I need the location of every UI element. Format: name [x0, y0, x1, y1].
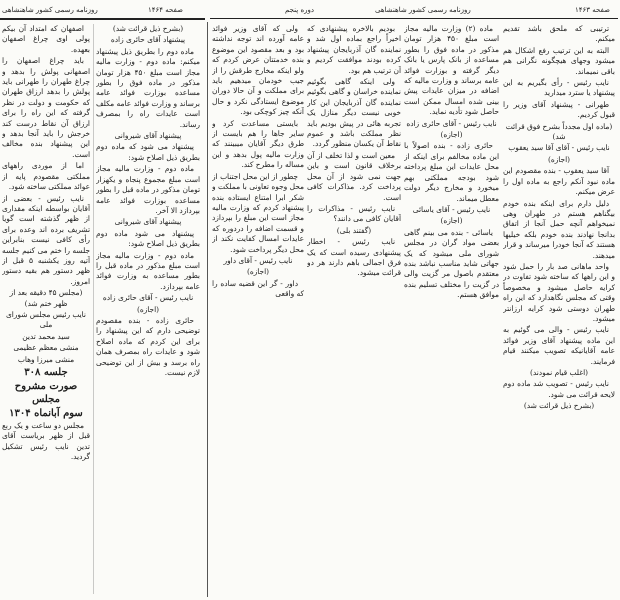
paragraph: یاسائی - بنده می بینم گاهی بعضی مواد گران در مجلس شورای ملی میشود که یک جهاتی شاید مناسب نباشد بنده معتقدم باصول مر گزیت والی در گزیت را مختلف تسلیم بنده موافق هستم. [404, 227, 499, 300]
paragraph: ماده دوم را بطریق ذیل پیشنهاد میکنم: ماده دوم - وزارت مالیه مجاز است مبلغ ۴۵۰ هزار تومان مذکور در ماده فوق را بطور مساعده بوزارت فوائد عامه برساند و وزارت فوائد عامه مکلف است عایدات راه را بمصرف رساند. [96, 46, 200, 129]
paragraph: (ماده اول مجدداً بشرح فوق قرائت شد) [505, 121, 613, 142]
page-divider [207, 22, 208, 597]
paragraph: نایب رئیس - آقای حائری زاده [406, 118, 497, 128]
right-page-column-3 [307, 24, 401, 596]
left-page-header [0, 4, 205, 18]
right-page-column-1 [503, 24, 615, 596]
paragraph: ماده دوم - وزارت مالیه مجاز است مبلغ مجموع پنجاه و یکهزار تومان مذکور در ماده قبل را بطور مساعده بوزارت فوائد عامه بپردازد الا آخر. [96, 164, 200, 215]
paragraph: نایب رئیس - تصویب شد ماده دوم لایحه قرائت می شود. [503, 379, 615, 399]
paragraph: بودیم بالاخره پیشنهادی که اخیراً راجع بماده اول شد و نماینده گان آذربایجان پیشنهاد کرده بودند موافقت کردیم و آن ترتیب هم بود. [307, 24, 401, 75]
paragraph: حائری زاده - بنده مقصودم توضیحی دارم که این پیشنهاد را برای این کردم که ماده اصلاح شود و عایدات راه بمصرف همان راه برسد و بیش از این توضیحی لازم نیست. [96, 315, 200, 377]
paragraph: نایب رئیس - آقای یاسائی [412, 204, 491, 214]
paragraph: منشی میرزا وهاب [17, 354, 75, 364]
right-page-column-4 [212, 24, 304, 596]
section-heading: جلسه ۳۰۸ [24, 367, 68, 378]
paragraph: آقا سید یعقوب - بنده مقصودم این ماده نبود آنکم راجع به ماده اول را عرض میکنم. [503, 166, 615, 197]
paragraph: (اجازه) [136, 304, 160, 314]
paragraph: منشی معظم عظیمی [13, 343, 79, 353]
section-heading: سوم آبانماه ۱۳۰۴ [9, 408, 83, 419]
paragraph: اصفهان که امتداد آن بیکم پولی اوی چراغ اصفهان بعهده. [2, 24, 90, 54]
column-divider [93, 24, 94, 594]
paragraph: ولی که آقای وزیر فوائد عامه آورده اند توجه نداشته بود و بعد مقصود این موضوع بنده خدمتتان عرض کردم که ولو اینکه مخارج طرقش را از جیب خودمان میدهیم باید برای مملکت و آن حالا دوران موضوع ایستادگی نکرد و حال آنکه چیز کوچکی بود. [212, 24, 304, 117]
paragraph: (بشرح ذیل قرائت شد) [523, 401, 595, 411]
paragraph: چطور از این محل اجتناب از محل وجوه تعاونی با مملکت و شکر ابرا امتناع ایستاده بنده پیشنهاد کردم که وزارت مالیه مجاز است این مبلغ را بپردازد و قسمت اضافه را دردوره که عایدات امسال کفایت نکند از محل دیگر پرداخت شود. [212, 171, 304, 254]
paragraph: واحد ماهانی صد بار را حمل شود و این راهها که ساخته شود تفاوت در کرایه حاصل میشود و مخصوصاً وقتی که مجلس نگاهدارد که این راه طهران دوستی شود کرایه ارزانتر میشود. [503, 261, 615, 323]
paragraph: طهرانی - پیشنهاد آقای وزیر را قبول کردیم. [503, 99, 615, 120]
page-number: صفحه ۱۴۶۴ [147, 6, 183, 14]
paragraph: ترتیبی که ملحق باشد تقدیم میکنم. [503, 24, 615, 44]
paragraph: پیشنهاد می شود ماده دوم بطریق ذیل اصلاح شود: [96, 228, 200, 249]
paragraph: مجلس دو ساعت و یک ربع قبل از ظهر بریاست آقای تدین نایب رئیس تشکیل گردید. [2, 421, 90, 462]
session-label: دوره پنجم [285, 6, 315, 14]
paragraph: بایستی مساعدت کرد و سایر جاها را هم بایست از طرق دیگر آقایان میبینند که وزارت مالیه پول بدهد و این مساله را مطرح کند. [212, 118, 304, 170]
paragraph: پیشنهاد می شود که ماده دوم بطریق ذیل اصلاح شود: [96, 142, 200, 162]
paragraph: (اجازه) [440, 130, 463, 140]
paragraph: (بشرح ذیل قرائت شد) [112, 24, 184, 33]
paragraph: نایب رئیس - مذاکرات را آقایان کافی می دانند؟ [307, 203, 401, 224]
paragraph: داور - گر این قضیه ساده را که واقعی [212, 278, 304, 299]
paragraph: معین است و لذا تخلف از آن برخلاف قانون است و باین جهت نمی شود از آن محل پرداخت کرد. مذاکرات کافی است. [307, 150, 401, 202]
page-number: صفحه ۱۴۶۳ [574, 6, 610, 14]
paragraph: دلیل دارم برای اینکه بنده خودم بیگناهم هستم در طهران وهی نمیخواهم آنچه حمل آنجا از اتفاق بدانجا نهادند بنده خودم بلکه خیلیها هستند که آنجا خودرا میرساند و قرار میدهند. [503, 198, 615, 260]
header-rule [210, 18, 618, 19]
paragraph: نایب رئیس - آقای حائری زاده [102, 293, 194, 303]
paragraph: ماده (۲) وزارت مالیه مجاز است مبلغ ۴۵۰ هزار تومان مذکور در ماده فوق را بطور مساعده از بانک پارس یا بانک دیگر گرفته و بوزارت فوائد عامه برساند و وزارت مالیه که اضافه در میزان عایدات پیش بینی شده امسال ممکن است حاصل شود تأدیه نماید. [404, 24, 499, 117]
header-rule [0, 18, 205, 20]
paragraph: باید چراغ اصفهان را اصفهانی پولش را بدهد و چراغ طهران را طهرانی باید پولش را بدهد ارزاق طهران که حکومت و دولت در نظر گرفته که این راه را برای ارزاق آن نقاط درست کند خرجش را باید آنجا بدهد و این پیشنهاد بنده مخالف است. [2, 56, 90, 159]
section-heading: صورت مشروح مجلس [14, 381, 78, 405]
paragraph: پیشنهاد آقای شیروانی [114, 131, 182, 141]
paragraph: (مجلس ۴۵ دقیقه بعد از ظهر ختم شد) [9, 288, 83, 308]
left-page-column-2 [2, 24, 90, 596]
paragraph: نایب رئیس - آقای داور [223, 255, 293, 265]
paragraph: (اجازه) [440, 216, 463, 226]
paragraph: پیشنهاد آقای شیروانی [114, 217, 182, 227]
newspaper-title: روزنامه رسمی کشور شاهنشاهی [375, 6, 471, 14]
paragraph: (اغلب قیام نمودند) [529, 368, 589, 377]
paragraph: (اجازه) [246, 267, 270, 277]
paragraph: اما از موردی راههای مملکتی مقصودم پایه از عوائد مملکتی ساخته شود. [2, 161, 90, 192]
right-page-header [210, 4, 618, 18]
paragraph: (گفتند بلی) [336, 225, 372, 235]
newspaper-title: روزنامه رسمی کشور شاهنشاهی [2, 6, 98, 14]
paragraph: نایب رئیس - رأی بگیریم به این پیشنهاد یا سترد میدارید [503, 78, 615, 98]
paragraph: نایب رئیس مجلس شورای ملی [6, 309, 86, 330]
paragraph: نایب رئیس - آقای آقا سید یعقوب [508, 143, 610, 153]
right-page-column-2 [404, 24, 499, 596]
paragraph: سید محمد تدین [22, 331, 70, 341]
paragraph: نایب رئیس - بعضی از آقایان بواسطه اینکه مقداری از ظهر گذشته است گویا تشریف برده اند وعده برای رأی کافی نیست بنابراین جلسه را ختم می کنیم جلسه آتیه روز یکشنبه ۵ قبل از ظهر دستور هم بقیه دستور امروز. [2, 193, 90, 286]
paragraph: نایب رئیس - اخطار پیشنهادی رسیده است که یک فرق اجمالی باهم دارند هر دو قرائت میشود. [307, 237, 401, 278]
paragraph: نایب رئیس - والی می گوئیم به این ماده پیشنهاد آقای وزیر فوائد عامه آقایانیکه تصویب میکنند قیام فرمایند. [503, 325, 615, 366]
paragraph: ماده دوم - وزارت مالیه مجاز است مبلغ مذکور در ماده قبل را بطور مساعده به وزارت فوائد عامه بپردازد. [96, 250, 200, 291]
paragraph: ولی اینکه گاهی بگوئیم نماینده خراسان و گاهی بگوئیم نماینده گان آذربایجان این کار خوبی نیست دیگر منازل یک تجربه هائی در پیش بودیم باید نظر مملکت باشد و عموم نقاط آن یکسان منظور گردد. [307, 77, 401, 149]
paragraph: (اجازه) [547, 154, 571, 164]
paragraph: پیشنهاد آقای حائری زاده [110, 35, 186, 45]
paragraph: حائری زاده - بنده اصولاً با این ماده مخالفم برای اینکه از محل عایدات این مبلغ پرداخته شود بودجه مملکتی بهم میخورد و مخارج دیگر دولت معطل میماند. [404, 141, 499, 203]
paragraph: البته به این ترتیب رفع اشکال هم میشود وجهای هیچگونه نگرانی هم باقی نمیماند. [503, 45, 615, 76]
left-page-column-1 [96, 24, 200, 596]
